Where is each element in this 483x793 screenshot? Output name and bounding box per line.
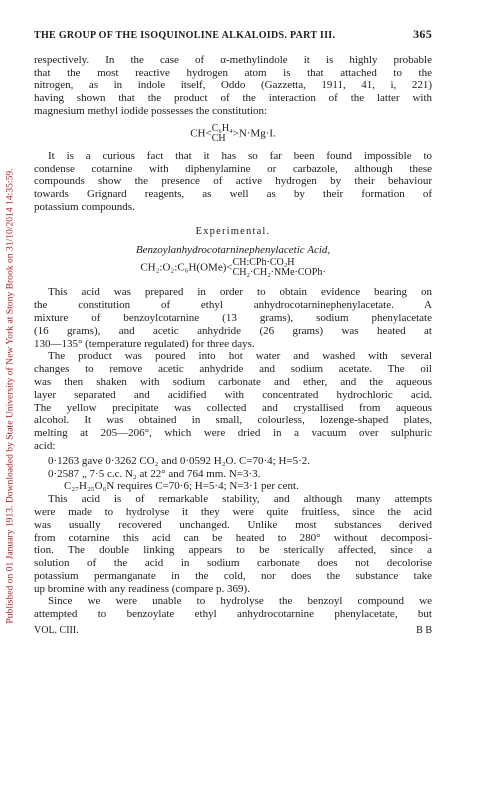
text-line: solution of the acid in sodium carbonate does not decolorise — [34, 557, 432, 570]
text-line: potassium permanganate in the cold, nor does the substance take — [34, 569, 432, 582]
text-line: Since we were unable to hydrolyse the benzoyl compound we — [48, 595, 432, 608]
text-line: mixture of benzoylcotarnine (13 grams), sodium phenylacetate — [34, 311, 432, 324]
bracket-icon: > — [232, 127, 239, 140]
text-line: that the most reactive hydrogen atom is that attached to the — [34, 66, 432, 79]
bracket-icon: < — [226, 261, 233, 274]
page-footer — [34, 625, 432, 638]
analysis-requires: C₂₇H₂₅O₆N requires C=70·6; H=5·4; N=3·1 per cent. — [64, 480, 299, 493]
text-line: layer separated and acidified with concentrated hydrochloric acid. — [34, 388, 432, 401]
text-line: condense cotarnine with diphenylamine or carbazole, although these — [34, 162, 432, 175]
paragraph-preparation — [34, 286, 432, 350]
text-line: respectively. In the case of α-methylindole it is highly probable — [34, 53, 432, 66]
structural-formula-acid: CH₂:O₂:C₆H(OMe)< CH:CPh·CO₂H CH₂·CH₂·NMe·COPh· — [140, 257, 326, 279]
text-line: (16 grams), and acetic anhydride (26 grams) was heated at — [34, 324, 432, 337]
text-line: attempted to benzoylate ethyl anhydrocotarnine phenylacetate, but — [34, 608, 432, 621]
volume-label: VOL. CIII. — [34, 625, 79, 637]
text-line: This acid is of remarkable stability, and although many attempts — [48, 493, 432, 506]
text-line: alcohol. It was obtained in small, colourless, lozenge-shaped plates, — [34, 414, 432, 427]
text-line: compounds show the presence of active hydrogen by their behaviour — [34, 175, 432, 188]
text-line: was then shaken with sodium carbonate and ether, and the aqueous — [34, 375, 432, 388]
text-line: up bromine with any readiness (compare p. 369). — [34, 582, 250, 595]
text-line: from cotarnine this acid can be heated to 280° without decomposi- — [34, 531, 432, 544]
signature-mark: B B — [416, 625, 432, 637]
text-line: The yellow precipitate was collected and crystallised from aqueous — [34, 401, 432, 414]
text-line: magnesium methyl iodide possesses the constitution: — [34, 104, 268, 117]
paragraph-indole — [34, 54, 432, 118]
text-line: having shown that the product of the interaction of the latter with — [34, 92, 432, 105]
structural-formula-indole: CH< C₆H₄ CH >N·Mg·I. — [190, 122, 276, 144]
page-body — [34, 28, 432, 638]
text-line: was usually recovered unchanged. Unlike most substances derived — [34, 518, 432, 531]
text-line: This acid was prepared in order to obtain evidence bearing on — [48, 286, 432, 299]
text-line: melting at 205—206°, which were dried in a vacuum over sulphuric — [34, 427, 432, 440]
text-line: potassium compounds. — [34, 200, 135, 213]
paragraph-benzoylation — [34, 595, 432, 621]
running-title: THE GROUP OF THE ISOQUINOLINE ALKALOIDS. PART III. — [34, 30, 336, 41]
analysis-line: 0·2587 „ 7·5 c.c. N₂ at 22° and 764 mm. N=3·3. — [48, 467, 261, 480]
text-line: towards Grignard reagents, as well as by their formation of — [34, 188, 432, 201]
text-line: changes to remove acetic anhydride and sodium acetate. The oil — [34, 363, 432, 376]
page-number: 365 — [413, 27, 432, 41]
text-line: the constitution of ethyl anhydrocotarninephenylacetate. A — [34, 299, 432, 312]
analysis-results — [34, 455, 432, 493]
text-line: were made to hydrolyse it they were quite fruitless, since the acid — [34, 505, 432, 518]
paragraph-product — [34, 350, 432, 452]
text-line: The product was poured into hot water and washed with several — [48, 350, 432, 363]
section-heading: Experimental. — [195, 225, 271, 237]
paragraph-curious-fact — [34, 150, 432, 214]
download-watermark — [0, 0, 20, 793]
text-line: It is a curious fact that it has so far been found impossible to — [48, 149, 432, 162]
bracket-icon: < — [205, 127, 212, 140]
text-line: 130—135° (temperature regulated) for three days. — [34, 337, 255, 350]
text-line: tion. The double linking appears to be sterically affected, since a — [34, 544, 432, 557]
running-header — [34, 28, 432, 43]
download-note: Published on 01 January 1913. Downloaded by State University of New York at Stony Brook on 31/10/2014 14:35:59. — [4, 168, 16, 624]
text-line: acid: — [34, 439, 56, 452]
paragraph-stability — [34, 493, 432, 595]
text-line: nitrogen, as in indole itself, Oddo (Gazzetta, 1911, 41, i, 221) — [34, 79, 432, 92]
compound-title: Benzoylanhydrocotarninephenylacetic Acid, — [135, 243, 331, 256]
analysis-line: 0·1263 gave 0·3262 CO₂ and 0·0592 H₂O. C=70·4; H=5·2. — [48, 454, 311, 467]
